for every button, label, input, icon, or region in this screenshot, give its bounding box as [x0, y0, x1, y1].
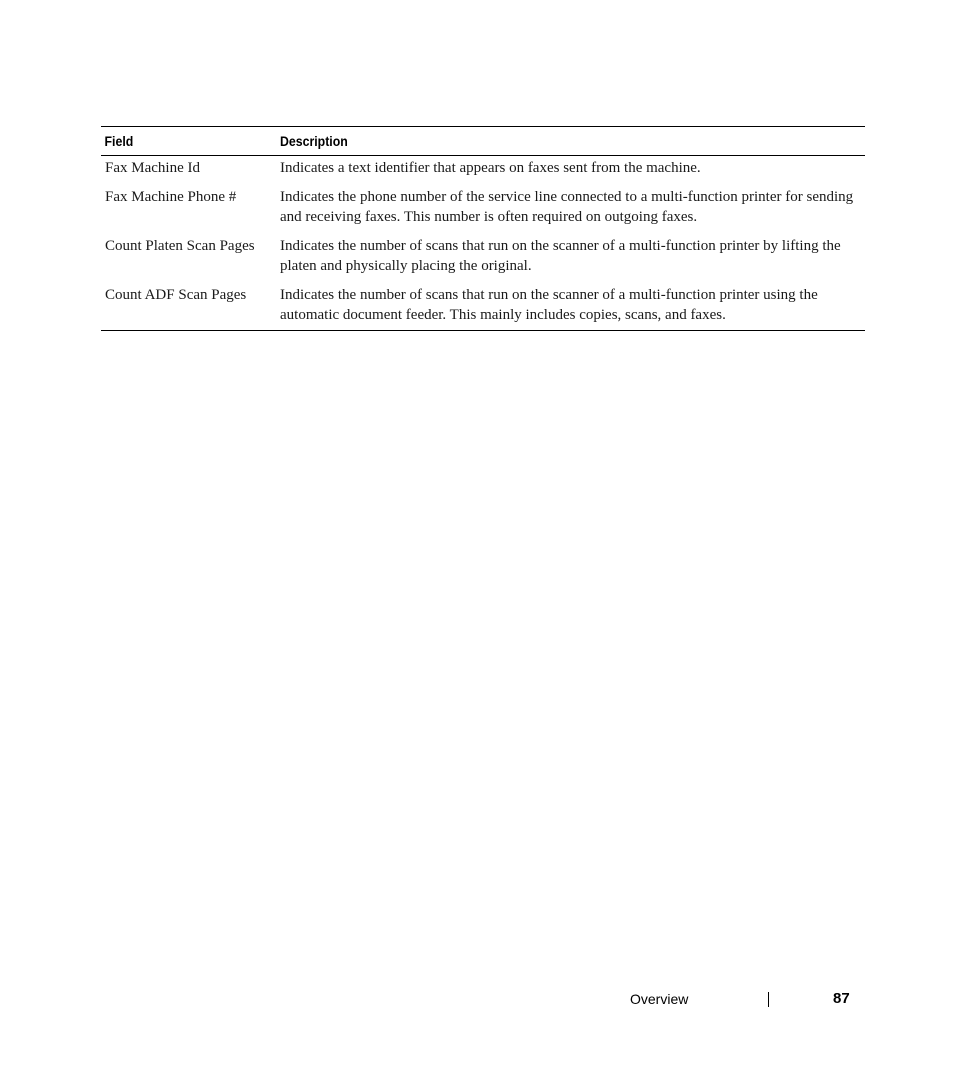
- row-field: Fax Machine Id: [105, 160, 200, 176]
- page-number: 87: [833, 990, 850, 1007]
- table-row: [101, 236, 865, 276]
- row-field: Count ADF Scan Pages: [105, 287, 247, 303]
- field-description-table: [101, 126, 865, 331]
- footer-divider: [768, 992, 769, 1007]
- table-body: [101, 156, 865, 330]
- table-row: [101, 285, 865, 325]
- header-description: Description: [280, 133, 348, 149]
- table-row: [101, 158, 865, 178]
- header-field: Field: [104, 133, 134, 149]
- row-field: Fax Machine Phone #: [105, 189, 237, 205]
- row-description: Indicates a text identifier that appears on faxes sent from the machine.: [280, 160, 701, 176]
- table-row: [101, 187, 865, 227]
- row-description: Indicates the number of scans that run on the scanner of a multi-function printer by lifting the platen and physically placing the original.: [280, 238, 841, 274]
- row-description: Indicates the phone number of the service line connected to a multi-function printer for sending and receiving faxes. This number is often required on outgoing faxes.: [280, 189, 854, 225]
- row-field: Count Platen Scan Pages: [105, 238, 255, 254]
- footer-section-title: Overview: [630, 991, 689, 1007]
- table-header: [101, 127, 865, 156]
- row-description: Indicates the number of scans that run on the scanner of a multi-function printer using the automatic document feeder. This mainly includes copies, scans, and faxes.: [280, 287, 818, 323]
